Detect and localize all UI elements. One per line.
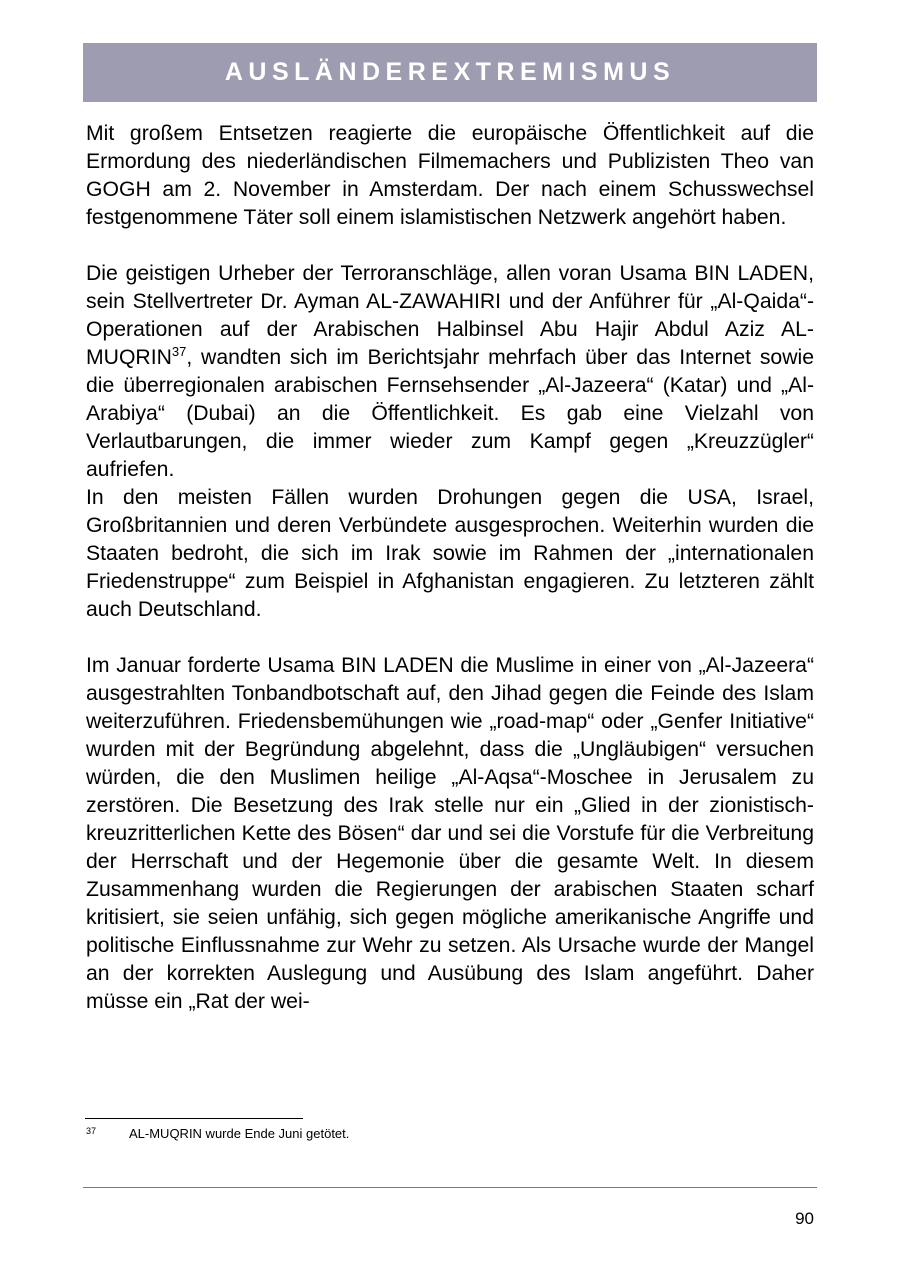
page-number: 90 [795,1209,814,1228]
paragraph-2 [86,260,814,484]
paragraph-2-text-b: , wandten sich im Berichtsjahr mehrfach über das Internet sowie die überregionalen arabischen Fernsehsender „Al-Jazeera“ (Katar) und „Al-Arabiya“ (Dubai) an die Öffentlichkeit. Es gab eine Vielzahl von Verlautbarungen, die immer wieder zum Kampf gegen „Kreuzzügler“ aufriefen. [86,346,814,481]
page-footer-rule [83,1187,817,1188]
footnote-reference: 37 [171,344,187,359]
section-title: AUSLÄNDEREXTREMISMUS [224,58,676,86]
paragraph-1: Mit großem Entsetzen reagierte die europäische Öffentlichkeit auf die Ermordung des niederländischen Filmemachers und Publizisten Theo van GOGH am 2. November in Amsterdam. Der nach einem Schusswechsel festgenommene Täter soll einem islamistischen Netzwerk angehört haben. [86,122,814,229]
paragraph-3: In den meisten Fällen wurden Drohungen gegen die USA, Israel, Großbritannien und deren Verbündete ausgesprochen. Weiterhin wurden die Staaten bedroht, die sich im Irak sowie im Rahmen der „internationalen Friedenstruppe“ zum Beispiel in Afghanistan engagieren. Zu letzteren zählt auch Deutschland. [86,486,814,621]
footnote [86,1126,349,1142]
footnote-text: AL-MUQRIN wurde Ende Juni getötet. [129,1126,350,1141]
main-text [86,120,814,1016]
paragraph-gap [86,232,814,260]
paragraph-gap [86,624,814,652]
section-header-bar [83,43,817,102]
paragraph-2-text-a: Die geistigen Urheber der Terroranschläge, allen voran Usama BIN LADEN, sein Stellvertreter Dr. Ayman AL-ZAWAHIRI und der Anführer für „Al-Qaida“-Operationen auf der Arabischen Halbinsel Abu Hajir Abdul Aziz AL-MUQRIN [86,262,814,369]
paragraph-4: Im Januar forderte Usama BIN LADEN die Muslime in einer von „Al-Jazeera“ ausgestrahlten Tonbandbotschaft auf, den Jihad gegen die Feinde des Islam weiterzuführen. Friedensbemühungen wie „road-map“ oder „Genfer Initiative“ wurden mit der Begründung abgelehnt, dass die „Ungläubigen“ versuchen würden, die den Muslimen heilige „Al-Aqsa“-Moschee in Jerusalem zu zerstören. Die Besetzung des Irak stelle nur ein „Glied in der zionistisch-kreuzritterlichen Kette des Bösen“ dar und sei die Vorstufe für die Verbreitung der Herrschaft und der Hegemonie über die gesamte Welt. In diesem Zusammenhang wurden die Regierungen der arabischen Staaten scharf kritisiert, sie seien unfähig, sich gegen mögliche amerikanische Angriffe und politische Einflussnahme zur Wehr zu setzen. Als Ursache wurde der Mangel an der korrekten Auslegung und Ausübung des Islam angeführt. Daher müsse ein „Rat der wei- [86,654,814,1013]
footnote-separator [85,1118,303,1119]
footnote-number: 37 [86,1126,97,1136]
